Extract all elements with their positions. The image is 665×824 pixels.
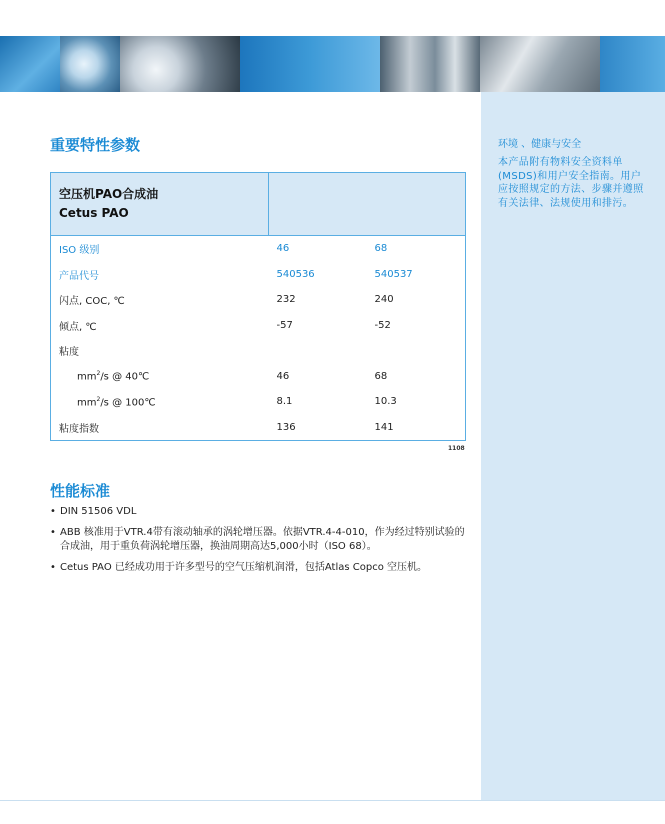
- row-label: 产品代号: [59, 270, 99, 282]
- document-code: 1108: [448, 445, 465, 452]
- row-label: 倾点, ℃: [59, 321, 97, 333]
- row-label: ISO 级别: [59, 245, 100, 257]
- table-row: [51, 287, 466, 313]
- standards-list: [50, 505, 470, 582]
- table-row: [51, 389, 466, 415]
- table-row: [51, 236, 466, 262]
- unit-suffix: /s @ 100℃: [100, 396, 156, 408]
- table-row: [51, 262, 466, 288]
- list-item: • Cetus PAO 已经成功用于许多型号的空气压缩机润滑，包括Atlas Copco 空压机。: [50, 561, 470, 575]
- row-value-46: -57: [276, 319, 293, 331]
- unit-suffix: /s @ 40℃: [100, 371, 150, 383]
- row-value-68: 240: [374, 294, 394, 306]
- unit-prefix: mm: [77, 396, 97, 408]
- row-value-68: 141: [374, 421, 394, 433]
- banner-bearing-image-2: [60, 36, 120, 92]
- banner-blue-image: [240, 36, 380, 92]
- section-title-standards: 性能标准: [50, 482, 111, 500]
- row-label: 粘度指数: [59, 423, 99, 435]
- unit-prefix: mm: [77, 371, 97, 383]
- table-header-row: [51, 173, 466, 236]
- properties-table: [50, 172, 466, 441]
- unit-superscript: 2: [96, 395, 101, 403]
- table-row: [51, 364, 466, 390]
- table-header-values: [269, 173, 466, 236]
- row-value-46: 136: [276, 421, 296, 433]
- row-label: [51, 364, 269, 390]
- row-value-46: [269, 338, 367, 364]
- header-banner: [0, 36, 665, 92]
- list-item: • DIN 51506 VDL: [50, 505, 470, 519]
- row-value-46: 46: [276, 370, 290, 382]
- unit-superscript: 2: [96, 370, 101, 378]
- table-header-line1: 空压机PAO合成油: [59, 187, 159, 201]
- sidebar-text: 本产品附有物料安全资料单(MSDS)和用户安全指南。用户应按照规定的方法、步骤并遵照有关法律、法规使用和排污。: [498, 157, 644, 209]
- section-title-properties: 重要特性参数: [50, 136, 141, 154]
- table-header-line2: Cetus PAO: [59, 206, 129, 220]
- row-label: 粘度: [59, 347, 79, 359]
- sidebar-title: 环境 、健康与安全: [498, 139, 582, 150]
- row-value-46: 46: [276, 243, 290, 255]
- table-row: [51, 415, 466, 441]
- row-value-68: 68: [374, 370, 388, 382]
- row-value-68: -52: [374, 319, 391, 331]
- list-item: • ABB 核准用于VTR.4带有滚动轴承的涡轮增压器。依据VTR.4-4-010，作为经过特别试验的合成油，用于重负荷涡轮增压器，换油周期高达5,000小时（ISO 68）。: [50, 526, 470, 554]
- row-value-46: 540536: [276, 268, 315, 280]
- banner-roller-image: [120, 36, 240, 92]
- row-label: [51, 389, 269, 415]
- table-row: [51, 338, 466, 364]
- row-value-46: 8.1: [276, 396, 293, 408]
- row-value-68: 10.3: [374, 396, 397, 408]
- banner-gear-image: [480, 36, 600, 92]
- footer-divider: [0, 800, 665, 801]
- row-value-68: 68: [374, 243, 388, 255]
- table-row: [51, 313, 466, 339]
- banner-end-image: [600, 36, 665, 92]
- row-label: 闪点, COC, ℃: [59, 296, 125, 308]
- table-header-product: [51, 173, 269, 236]
- row-value-68: [367, 338, 466, 364]
- banner-machine-image: [380, 36, 480, 92]
- row-value-68: 540537: [374, 268, 413, 280]
- row-value-46: 232: [276, 294, 296, 306]
